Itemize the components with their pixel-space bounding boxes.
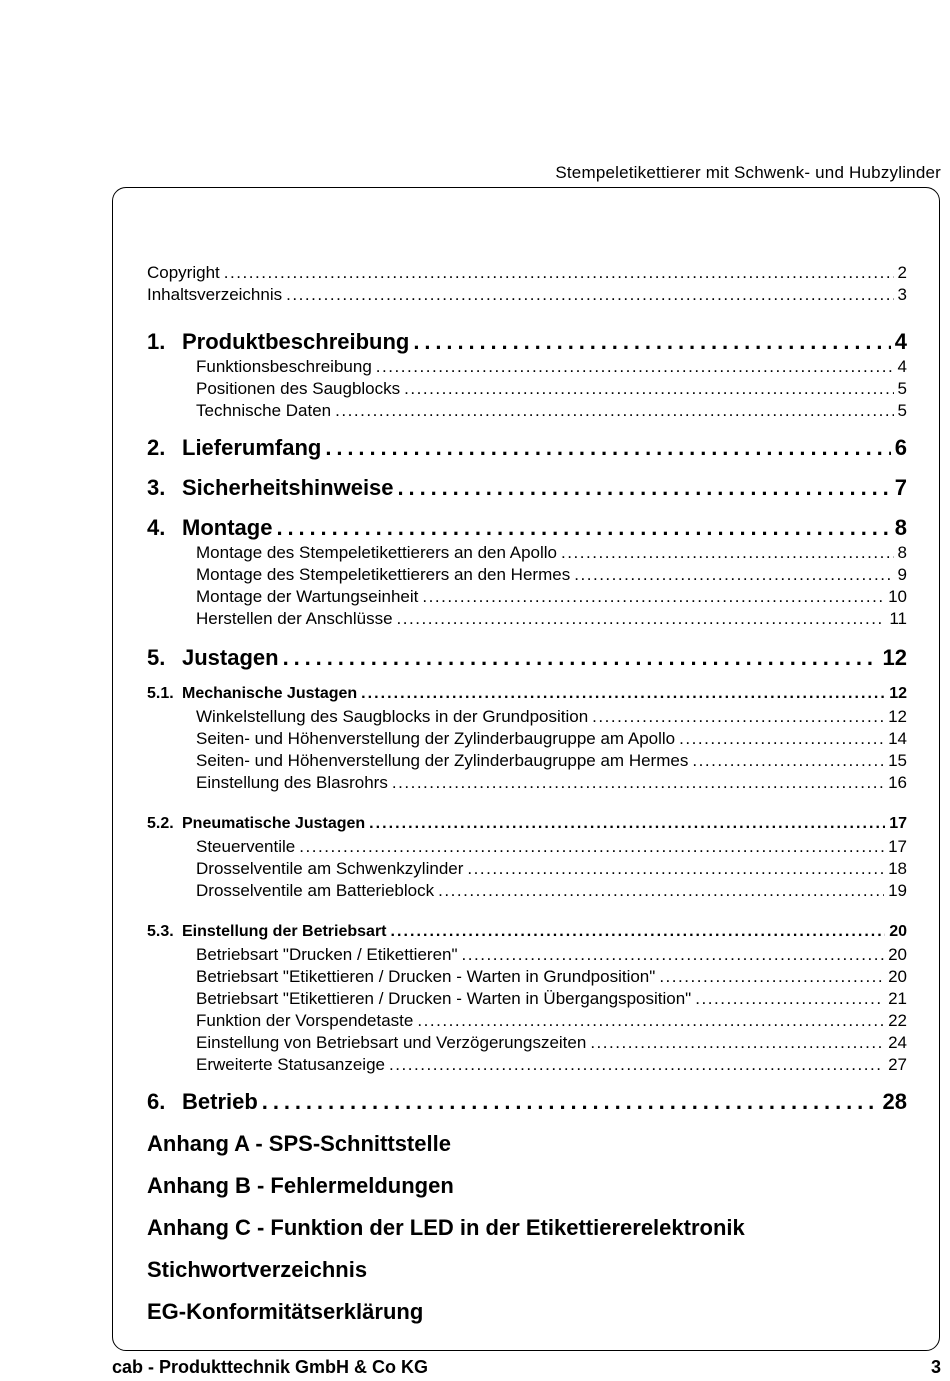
toc-page-number: 12 <box>889 685 907 702</box>
toc-number: 1. <box>147 329 166 354</box>
toc-heading-text: Betrieb <box>182 1089 258 1114</box>
toc-page-number: 2 <box>897 263 907 282</box>
toc-section-5-3[interactable] <box>147 923 907 945</box>
toc-entry[interactable] <box>147 543 907 565</box>
toc-chapter-6[interactable] <box>147 1089 907 1117</box>
toc-entry-title: Copyright <box>147 263 220 282</box>
toc-number: 5.2. <box>147 815 174 832</box>
toc-chapter-2[interactable] <box>147 435 907 463</box>
dot-leader <box>561 543 894 563</box>
toc-number: 2. <box>147 435 166 460</box>
toc-page-number: 6 <box>894 435 907 460</box>
toc-chapter-5[interactable] <box>147 645 907 673</box>
toc-page-number: 11 <box>889 609 907 628</box>
toc-page-number: 28 <box>882 1089 907 1114</box>
toc-entry[interactable] <box>147 773 907 795</box>
footer-company: cab - Produkttechnik GmbH & Co KG <box>112 1357 429 1377</box>
toc-entry-title <box>147 645 279 671</box>
toc-page-number: 4 <box>894 329 907 354</box>
toc-number: 5.3. <box>147 923 174 940</box>
toc-entry-title: Einstellung von Betriebsart und Verzögerungszeiten <box>196 1033 587 1052</box>
dot-leader <box>413 329 890 355</box>
dot-leader <box>369 815 885 833</box>
toc-entry-title <box>147 1089 258 1115</box>
dot-leader <box>262 1089 879 1115</box>
dot-leader <box>695 989 884 1009</box>
toc-entry-title <box>147 685 357 703</box>
toc-page-number: 17 <box>889 815 907 832</box>
dot-leader <box>438 881 884 901</box>
toc-heading-text: Einstellung der Betriebsart <box>182 923 387 940</box>
toc-entry[interactable] <box>147 379 907 401</box>
dot-leader <box>224 263 894 283</box>
toc-section-5-1[interactable] <box>147 685 907 707</box>
toc-page-number: 9 <box>897 565 907 584</box>
toc-appendix-b[interactable]: Anhang B - Fehlermeldungen <box>147 1173 454 1198</box>
dot-leader <box>422 587 884 607</box>
toc-number: 6. <box>147 1089 166 1114</box>
dot-leader <box>392 773 884 793</box>
toc-entry-title <box>147 923 387 941</box>
toc-entry-title: Technische Daten <box>196 401 332 420</box>
toc-heading-text: Pneumatische Justagen <box>182 815 366 832</box>
toc-entry[interactable] <box>147 587 907 609</box>
toc-page-number: 21 <box>888 989 907 1008</box>
toc-heading-text: Mechanische Justagen <box>182 685 358 702</box>
toc-entry[interactable] <box>147 565 907 587</box>
toc-appendix-a[interactable]: Anhang A - SPS-Schnittstelle <box>147 1131 451 1156</box>
toc-entry-title: Montage des Stempeletikettierers an den Apollo <box>196 543 558 562</box>
toc-page-number: 19 <box>888 881 907 900</box>
toc-entry-title: Einstellung des Blasrohrs <box>196 773 388 792</box>
dot-leader <box>404 379 893 399</box>
toc-entry-title: Herstellen der Anschlüsse <box>196 609 393 628</box>
toc-entry[interactable] <box>147 707 907 729</box>
toc-number: 3. <box>147 475 166 500</box>
dot-leader <box>286 285 893 305</box>
toc-page-number: 27 <box>888 1055 907 1074</box>
toc-entry[interactable] <box>147 729 907 751</box>
dot-leader <box>590 1033 884 1053</box>
toc-entry-title: Inhaltsverzeichnis <box>147 285 283 304</box>
toc-page-number: 8 <box>897 543 907 562</box>
toc-entry-title: Steuerventile <box>196 837 296 856</box>
toc-entry[interactable] <box>147 881 907 903</box>
toc-conformity-declaration[interactable]: EG-Konformitätserklärung <box>147 1299 424 1324</box>
toc-number: 5.1. <box>147 685 174 702</box>
toc-entry[interactable] <box>147 989 907 1011</box>
toc-heading-text: Lieferumfang <box>182 435 322 460</box>
toc-entry[interactable] <box>147 1033 907 1055</box>
dot-leader <box>574 565 893 585</box>
dot-leader <box>335 401 893 421</box>
dot-leader <box>417 1011 884 1031</box>
toc-entry-copyright[interactable] <box>147 263 907 285</box>
toc-page-number: 20 <box>889 923 907 940</box>
toc-page-number: 12 <box>882 645 907 670</box>
toc-entry-title <box>147 475 394 501</box>
toc-entry[interactable] <box>147 609 907 631</box>
toc-entry[interactable] <box>147 945 907 967</box>
dot-leader <box>592 707 884 727</box>
dot-leader <box>467 859 884 879</box>
toc-entry-title <box>147 329 409 355</box>
toc-page-number: 12 <box>888 707 907 726</box>
page-header-title: Stempeletikettierer mit Schwenk- und Hubzylinder <box>555 163 941 182</box>
toc-entry-title: Drosselventile am Batterieblock <box>196 881 435 900</box>
toc-entry-title: Funktion der Vorspendetaste <box>196 1011 414 1030</box>
toc-section-5-2[interactable] <box>147 815 907 837</box>
dot-leader <box>462 945 885 965</box>
toc-entry[interactable] <box>147 967 907 989</box>
toc-number: 4. <box>147 515 166 540</box>
footer-page-number: 3 <box>930 1357 941 1377</box>
toc-entry-title: Funktionsbeschreibung <box>196 357 372 376</box>
toc-entry-inhaltsverzeichnis[interactable] <box>147 285 907 307</box>
toc-entry-title <box>147 815 365 833</box>
toc-heading-text: Sicherheitshinweise <box>182 475 394 500</box>
toc-entry-title <box>147 435 321 461</box>
toc-page-number: 22 <box>888 1011 907 1030</box>
toc-chapter-3[interactable] <box>147 475 907 503</box>
toc-entry-title <box>147 515 272 541</box>
toc-entry-title: Positionen des Saugblocks <box>196 379 401 398</box>
dot-leader <box>361 685 885 703</box>
toc-page-number: 7 <box>894 475 907 500</box>
dot-leader <box>276 515 890 541</box>
toc-chapter-4[interactable] <box>147 515 907 543</box>
toc-page-number: 4 <box>897 357 907 376</box>
toc-entry-title: Betriebsart "Drucken / Etikettieren" <box>196 945 458 964</box>
toc-entry-title: Winkelstellung des Saugblocks in der Grundposition <box>196 707 589 726</box>
dot-leader <box>398 475 891 501</box>
toc-entry[interactable] <box>147 751 907 773</box>
toc-page-number: 3 <box>897 285 907 304</box>
toc-entry[interactable] <box>147 1055 907 1077</box>
toc-page-number: 17 <box>888 837 907 856</box>
dot-leader <box>397 609 886 629</box>
dot-leader <box>325 435 890 461</box>
toc-page-number: 20 <box>888 945 907 964</box>
toc-page-number: 15 <box>888 751 907 770</box>
toc-heading-text: Justagen <box>182 645 279 670</box>
toc-entry[interactable] <box>147 1011 907 1033</box>
toc-appendix-c[interactable]: Anhang C - Funktion der LED in der Etikettiererelektronik <box>147 1215 745 1240</box>
toc-entry-title: Betriebsart "Etikettieren / Drucken - Warten in Übergangsposition" <box>196 989 692 1008</box>
toc-heading-text: Produktbeschreibung <box>182 329 410 354</box>
toc-entry[interactable] <box>147 357 907 379</box>
toc-entry-title: Seiten- und Höhenverstellung der Zylinderbaugruppe am Hermes <box>196 751 689 770</box>
toc-entry[interactable] <box>147 859 907 881</box>
toc-entry-title: Seiten- und Höhenverstellung der Zylinderbaugruppe am Apollo <box>196 729 676 748</box>
toc-entry[interactable] <box>147 401 907 423</box>
dot-leader <box>679 729 884 749</box>
toc-page-number: 16 <box>888 773 907 792</box>
dot-leader <box>299 837 884 857</box>
dot-leader <box>389 1055 884 1075</box>
dot-leader <box>659 967 884 987</box>
toc-number: 5. <box>147 645 166 670</box>
toc-page-number: 14 <box>888 729 907 748</box>
toc-entry-title: Montage der Wartungseinheit <box>196 587 419 606</box>
toc-entry-title: Drosselventile am Schwenkzylinder <box>196 859 464 878</box>
toc-entry-title: Betriebsart "Etikettieren / Drucken - Warten in Grundposition" <box>196 967 656 986</box>
toc-page-number: 5 <box>897 401 907 420</box>
dot-leader <box>376 357 894 377</box>
toc-index[interactable]: Stichwortverzeichnis <box>147 1257 368 1282</box>
toc-entry-title: Erweiterte Statusanzeige <box>196 1055 385 1074</box>
toc-page-number: 24 <box>888 1033 907 1052</box>
toc-entry-title: Montage des Stempeletikettierers an den Hermes <box>196 565 571 584</box>
toc-chapter-1[interactable] <box>147 329 907 357</box>
toc-page-number: 18 <box>888 859 907 878</box>
toc-heading-text: Montage <box>182 515 273 540</box>
toc-page-number: 5 <box>897 379 907 398</box>
dot-leader <box>283 645 879 671</box>
dot-leader <box>391 923 886 941</box>
table-of-contents <box>147 263 907 1327</box>
dot-leader <box>692 751 884 771</box>
toc-page-number: 10 <box>888 587 907 606</box>
toc-entry[interactable] <box>147 837 907 859</box>
toc-page-number: 8 <box>894 515 907 540</box>
toc-page-number: 20 <box>888 967 907 986</box>
